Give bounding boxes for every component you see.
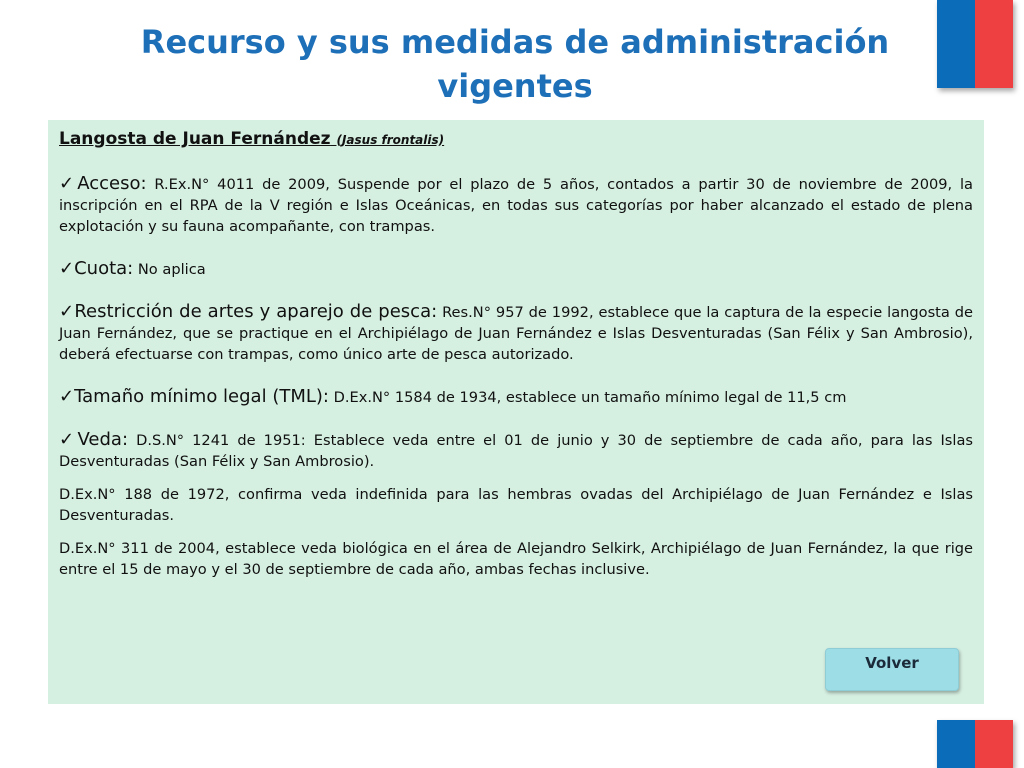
checkmark-icon: ✓ — [59, 258, 75, 279]
checkmark-icon: ✓ — [59, 301, 75, 322]
item-text: R.Ex.N° 4011 de 2009, Suspende por el plazo de 5 años, contados a partir 30 de noviembre de 2009, la inscripción en el RPA de la V región e Islas Oceánicas, en todas sus categorías por haber alcanzado el estado de plena explotación y su fauna acompañante, con trampas. — [59, 176, 973, 235]
item-label: Restricción de artes y aparejo de pesca: — [74, 301, 438, 322]
item-text: D.Ex.N° 1584 de 1934, establece un tamaño mínimo legal de 11,5 cm — [333, 389, 847, 406]
veda-paragraph-1972: D.Ex.N° 188 de 1972, confirma veda indefinida para las hembras ovadas del Archipiélago de Juan Fernández e Islas Desventuradas. — [59, 486, 973, 524]
item-label: Tamaño mínimo legal (TML): — [74, 386, 329, 407]
item-restriccion — [59, 301, 973, 365]
chile-flag-logo-bottom — [937, 720, 1013, 768]
item-text: No aplica — [137, 261, 206, 278]
item-tml — [59, 386, 973, 408]
flag-red-stripe — [975, 720, 1013, 768]
flag-blue-stripe — [937, 0, 975, 88]
checkmark-icon: ✓ — [59, 173, 78, 194]
slide-title: Recurso y sus medidas de administración vigentes — [140, 23, 890, 105]
species-scientific-name: (Jasus frontalis) — [336, 133, 445, 147]
content-box — [48, 120, 984, 704]
item-text: Res.N° 957 de 1992, establece que la captura de la especie langosta de Juan Fernández, que se practique en el Archipiélago de Juan Fernández e Islas Desventuradas (San Félix y San Ambrosio), deberá efectuarse con trampas, como único arte de pesca autorizado. — [59, 304, 973, 363]
checkmark-icon: ✓ — [59, 429, 78, 450]
item-cuota — [59, 258, 973, 280]
species-heading — [59, 128, 973, 151]
item-acceso — [59, 173, 973, 237]
flag-blue-stripe — [937, 720, 975, 768]
veda-paragraph-2004: D.Ex.N° 311 de 2004, establece veda biológica en el área de Alejandro Selkirk, Archipiélago de Juan Fernández, la que rige entre el 15 de mayo y el 30 de septiembre de cada año, ambas fechas inclusive. — [59, 540, 973, 578]
item-text: D.S.N° 1241 de 1951: Establece veda entre el 01 de junio y 30 de septiembre de cada año, para las Islas Desventuradas (San Félix y San Ambrosio). — [59, 432, 973, 470]
back-button[interactable]: Volver — [825, 648, 959, 691]
checkmark-icon: ✓ — [59, 386, 75, 407]
species-name: Langosta de Juan Fernández — [59, 129, 331, 149]
item-veda — [59, 429, 973, 472]
item-label: Acceso: — [77, 173, 147, 194]
flag-red-stripe — [975, 0, 1013, 88]
item-label: Veda: — [77, 429, 129, 450]
chile-flag-logo-top — [937, 0, 1013, 88]
item-label: Cuota: — [74, 258, 134, 279]
